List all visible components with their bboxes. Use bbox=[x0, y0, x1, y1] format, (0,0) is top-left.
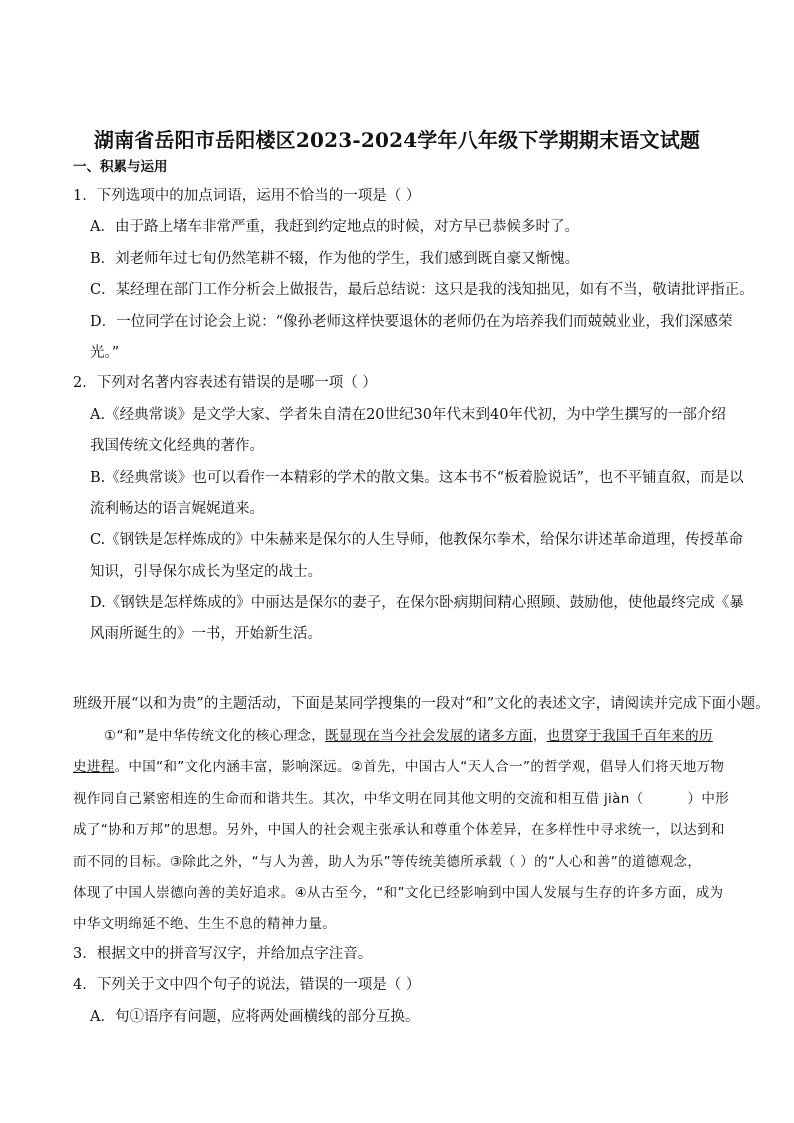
passage-line-1 bbox=[104, 726, 713, 746]
passage-line-6: 体现了中国人崇德向善的美好追求。④从古至今，“和”文化已经影响到中国人发展与生存的许多方面，成为 bbox=[73, 885, 724, 901]
passage-line-2 bbox=[73, 757, 724, 777]
question-2-stem: 2．下列对名著内容表述有错误的是哪一项（ ） bbox=[73, 375, 377, 391]
question-2-option-b-cont: 流利畅达的语言娓娓道来。 bbox=[90, 501, 264, 517]
passage-line-7: 中华文明绵延不绝、生生不息的精神力量。 bbox=[73, 916, 337, 932]
underlined-phrase-2-cont: 史进程 bbox=[73, 759, 115, 775]
question-1-option-d-cont: 光。” bbox=[90, 345, 120, 361]
underlined-phrase-1: 既显现在当今社会发展的诸多方面 bbox=[325, 728, 533, 744]
question-2-option-d-cont: 风雨所诞生的》一书，开始新生活。 bbox=[90, 626, 322, 642]
section-heading: 一、积累与运用 bbox=[73, 159, 168, 175]
passage-line-4: 成了“协和万邦”的思想。另外，中国人的社会观主张承认和尊重个体差异，在多样性中寻求统一，以达到和 bbox=[73, 822, 725, 838]
question-4-option-a: A．句①语序有问题，应将两处画横线的部分互换。 bbox=[90, 1009, 420, 1025]
passage-text: 。中国“和”文化内涵丰富，影响深远。②首先，中国古人“天人合一”的哲学观，倡导人们将天地万物 bbox=[114, 759, 725, 775]
question-2-option-a: A.《经典常谈》是文学大家、学者朱自清在20世纪30年代末到40年代初，为中学生撰写的一部介绍 bbox=[90, 407, 726, 423]
passage-text: ）中形 bbox=[687, 791, 730, 807]
underlined-phrase-2: 也贯穿于我国千百年来的历 bbox=[546, 728, 713, 744]
question-2-option-c: C.《钢铁是怎样炼成的》中朱赫来是保尔的人生导师，他教保尔拳术，给保尔讲述革命道理，传授革命 bbox=[90, 532, 744, 548]
question-2-option-c-cont: 知识，引导保尔成长为坚定的战士。 bbox=[90, 564, 322, 580]
passage-line-5: 而不同的目标。③除此之外，“与人为善，助人为乐”等传统美德所承载（ ）的“人心和善”的道德观念， bbox=[73, 854, 702, 870]
passage-line-3 bbox=[73, 789, 729, 809]
reading-intro: 班级开展“以和为贵”的主题活动，下面是某同学搜集的一段对“和”文化的表述文字，请阅读并完成下面小题。 bbox=[73, 696, 770, 712]
question-2-option-b: B.《经典常谈》也可以看作一本精彩的学术的散文集。这本书不“板着脸说话”，也不平铺直叙，而是以 bbox=[90, 470, 744, 486]
passage-text: 视作同自己紧密相连的生命而和谐共生。其次，中华文明在同其他文明的交流和相互借 jiàn（ bbox=[73, 791, 644, 807]
question-1-option-b: B．刘老师年过七旬仍然笔耕不辍，作为他的学生，我们感到既自豪又惭愧。 bbox=[90, 251, 580, 267]
question-2-option-d: D.《钢铁是怎样炼成的》中丽达是保尔的妻子，在保尔卧病期间精心照顾、鼓励他，使他最终完成《暴 bbox=[90, 595, 744, 611]
passage-text: ①“和”是中华传统文化的核心理念， bbox=[104, 728, 326, 744]
passage-text: ， bbox=[532, 728, 547, 744]
question-1-option-d: D．一位同学在讨论会上说：“像孙老师这样快要退休的老师仍在为培养我们而兢兢业业，我们深感荣 bbox=[90, 314, 733, 330]
question-1-option-a: A．由于路上堵车非常严重，我赶到约定地点的时候，对方早已恭候多时了。 bbox=[90, 219, 579, 235]
question-1-option-c: C．某经理在部门工作分析会上做报告，最后总结说：这只是我的浅知拙见，如有不当，敬请批评指正。 bbox=[90, 282, 754, 298]
question-1-stem: 1．下列选项中的加点词语，运用不恰当的一项是（ ） bbox=[73, 188, 421, 204]
question-3-stem: 3．根据文中的拼音写汉字，并给加点字注音。 bbox=[73, 946, 373, 962]
question-2-option-a-cont: 我国传统文化经典的著作。 bbox=[90, 438, 264, 454]
question-4-stem: 4．下列关于文中四个句子的说法，错误的一项是（ ） bbox=[73, 977, 421, 993]
document-title: 湖南省岳阳市岳阳楼区2023-2024学年八年级下学期期末语文试题 bbox=[93, 128, 701, 152]
